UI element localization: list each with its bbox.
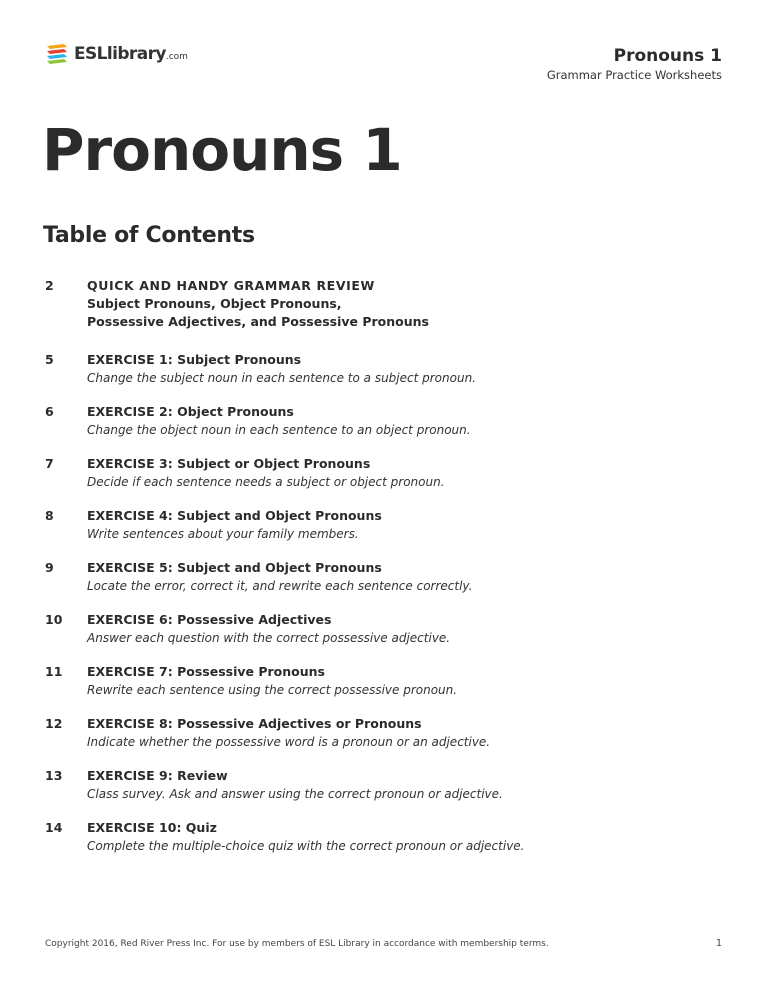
book-stack-icon <box>45 43 69 65</box>
toc-entry-body <box>87 715 705 751</box>
toc-entry-exercise-4 <box>45 507 705 543</box>
toc-entry-description: Write sentences about your family members. <box>87 527 359 541</box>
toc-entry-body <box>87 403 705 439</box>
toc-page-number: 7 <box>45 456 54 471</box>
toc-entry-exercise-5 <box>45 559 705 595</box>
toc-entry-title: EXERCISE 3: Subject or Object Pronouns <box>87 456 371 471</box>
table-of-contents <box>45 277 705 871</box>
toc-entry-exercise-7 <box>45 663 705 699</box>
toc-entry-title: EXERCISE 10: Quiz <box>87 820 217 835</box>
footer-page-number: 1 <box>715 938 722 949</box>
toc-page-number: 12 <box>45 716 63 731</box>
toc-entry-description: Locate the error, correct it, and rewrite each sentence correctly. <box>87 579 473 593</box>
toc-entry-body <box>87 559 705 595</box>
toc-entry-body <box>87 277 705 331</box>
page-header <box>547 46 722 83</box>
toc-entry-title: EXERCISE 5: Subject and Object Pronouns <box>87 560 382 575</box>
toc-entry-exercise-8 <box>45 715 705 751</box>
toc-entry-title: EXERCISE 9: Review <box>87 768 228 783</box>
toc-entry-exercise-6 <box>45 611 705 647</box>
toc-entry-exercise-10 <box>45 819 705 855</box>
toc-entry-description: Complete the multiple-choice quiz with the correct pronoun or adjective. <box>87 839 525 853</box>
toc-entry-title: EXERCISE 6: Possessive Adjectives <box>87 612 332 627</box>
footer-copyright: Copyright 2016, Red River Press Inc. For use by members of ESL Library in accordance with membership terms. <box>45 939 549 949</box>
toc-entry-body <box>87 663 705 699</box>
toc-page-number: 2 <box>45 278 54 293</box>
toc-entry-exercise-1 <box>45 351 705 387</box>
toc-entry-exercise-2 <box>45 403 705 439</box>
toc-entry-title: EXERCISE 8: Possessive Adjectives or Pronouns <box>87 716 422 731</box>
toc-page-number: 10 <box>45 612 63 627</box>
toc-page-number: 13 <box>45 768 63 783</box>
toc-entry-title: QUICK AND HANDY GRAMMAR REVIEW <box>87 278 375 293</box>
toc-entry-subtitle-line1: Subject Pronouns, Object Pronouns, <box>87 296 342 311</box>
toc-entry-title: EXERCISE 2: Object Pronouns <box>87 404 294 419</box>
toc-page-number: 8 <box>45 508 54 523</box>
logo-wordmark <box>74 43 188 64</box>
header-subtitle: Grammar Practice Worksheets <box>546 68 722 82</box>
toc-page-number: 5 <box>45 352 54 367</box>
toc-entry-subtitle-line2: Possessive Adjectives, and Possessive Pronouns <box>87 314 429 329</box>
toc-page-number: 14 <box>45 820 63 835</box>
page-title: Pronouns 1 <box>42 116 402 184</box>
toc-entry-body <box>87 455 705 491</box>
toc-entry-exercise-3 <box>45 455 705 491</box>
toc-entry-description: Change the object noun in each sentence to an object pronoun. <box>87 423 471 437</box>
toc-entry-description: Rewrite each sentence using the correct possessive pronoun. <box>87 683 458 697</box>
toc-entry-description: Change the subject noun in each sentence to a subject pronoun. <box>87 371 476 385</box>
toc-entry-body <box>87 819 705 855</box>
toc-entry-description: Indicate whether the possessive word is a pronoun or an adjective. <box>87 735 491 749</box>
toc-entry-title: EXERCISE 4: Subject and Object Pronouns <box>87 508 382 523</box>
toc-page-number: 11 <box>45 664 63 679</box>
toc-page-number: 9 <box>45 560 54 575</box>
header-title: Pronouns 1 <box>613 46 722 66</box>
toc-entry-body <box>87 507 705 543</box>
toc-page-number: 6 <box>45 404 54 419</box>
toc-entry-title: EXERCISE 7: Possessive Pronouns <box>87 664 325 679</box>
toc-entry-exercise-9 <box>45 767 705 803</box>
toc-entry-title: EXERCISE 1: Subject Pronouns <box>87 352 302 367</box>
toc-entry-review <box>45 277 705 331</box>
toc-entry-body <box>87 767 705 803</box>
esl-library-logo <box>45 43 188 65</box>
toc-entry-description: Decide if each sentence needs a subject or object pronoun. <box>87 475 445 489</box>
toc-entry-description: Answer each question with the correct possessive adjective. <box>87 631 451 645</box>
logo-domain: .com <box>165 51 188 62</box>
logo-text: ESLlibrary <box>74 43 166 64</box>
toc-entry-body <box>87 611 705 647</box>
toc-entry-description: Class survey. Ask and answer using the correct pronoun or adjective. <box>87 787 503 801</box>
toc-entry-body <box>87 351 705 387</box>
toc-heading: Table of Contents <box>43 223 255 248</box>
